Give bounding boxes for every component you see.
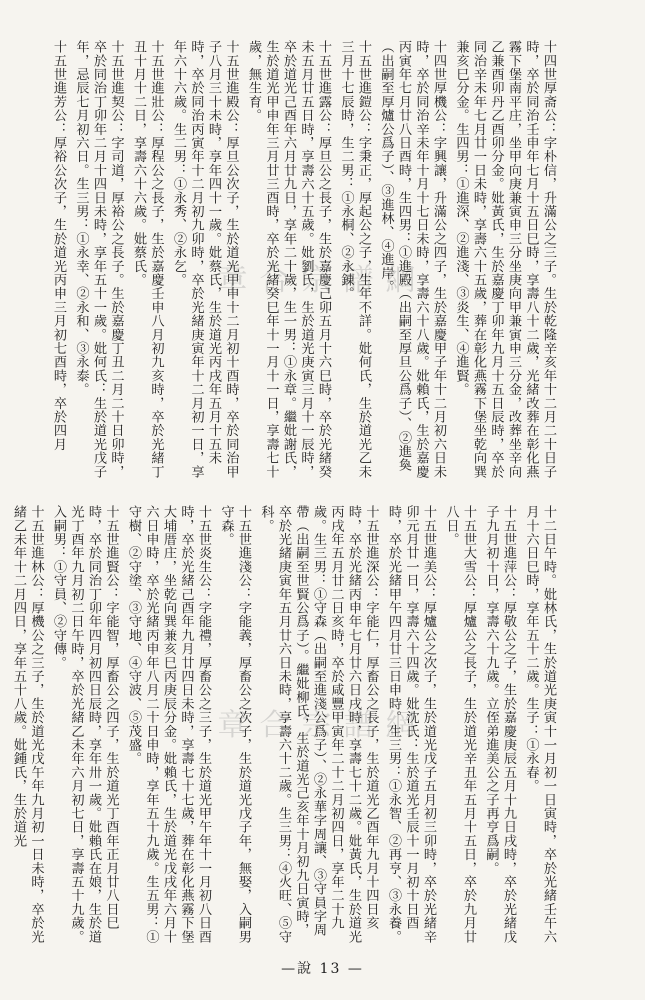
genealogy-entry: 十二日午時。妣林氏，生於道光庚寅十一月初一日寅時，卒於光緒壬午六月十六日巳時，享年五十二歲。生子：①永春。 xyxy=(523,505,556,944)
bottom-text-block xyxy=(11,505,557,945)
top-text-block xyxy=(47,40,557,480)
page-number: —說 13 — xyxy=(281,961,364,977)
genealogy-entry: 十五世進鎧公：字秉正，厚起公之子，生年不詳。妣何氏，生於道光乙未三月十七辰時，生二男：①永桐、②永錬。 xyxy=(338,40,371,479)
genealogy-entry: 十五世進萍公：厚敬公之子，生於嘉慶庚辰五月十九日戌時，卒於光緒戊子九月初十日，享壽六十九歲。立侄弟進美公之子再亨爲嗣。 xyxy=(483,505,516,944)
genealogy-entry: 十五世進殿公：厚旦公次子，生於道光甲申十二月初十酉時，卒於同治甲子八月三十未時，享年四十一歲。妣蔡氏，生於道光丙戌年五月十五未時，卒於同治丙寅年十二月初九卯時，卒於光緒庚寅年十二月初一日，享年六十六歲。生二男：①永秀、②永乞。 xyxy=(171,40,239,479)
genealogy-entry: 十五世進露公：厚旦公之長子，生於嘉慶己卯五月十六巳時，卒於光緒癸未五月廿五日時，享壽六十五歲。妣劉氏，生於道光庚寅三月十一辰時，卒於道光己酉年六月廿九日，享年二十歲，生一男：①永章。繼妣謝氏，生於道光甲申年三月廿三酉時，卒於光緒癸巳年十一月十一日，享壽七十歲，無生育。 xyxy=(246,40,331,479)
watermark-top: 章合宗譜網 xyxy=(217,263,428,298)
genealogy-entry: 十五世進芳公：厚裕公次子，生於道光丙申三月初七酉時，卒於四月 xyxy=(51,40,66,451)
genealogy-entry: 十五世進壯公：厚程公之長子，生於嘉慶壬申八月初九亥時，卒於光緒丁丑十月十二日，享壽六十六歲。妣蔡氏。 xyxy=(131,40,164,479)
genealogy-entry: 十五世進契公：字司道，厚裕公之長子。生於嘉慶丁丑二月二十日卯時，卒於同治丁卯年二月十四日未時，享年五十一歲。妣何氏：生於道光戊子年，忌辰七月初六日。生三男：①永幸、②永和、③永泰。 xyxy=(73,40,124,479)
genealogy-entry: 十五世炎生公：字能禮，厚畜公之三子，生於道光甲午年十一月初八日酉時，卒於光緒己酉年九月廿四日未時，享壽七十七歲，葬在彰化燕霧下堡大埔厝庄，坐乾向巽兼亥巳丙庚辰分金。妣賴氏，生於道光戊戌年六月十六日申時，卒於光緒丙申年八月二十日申時，享年五十九歲。生五男：①守樹、②守塗、③守地、④守波、⑤茂盛。 xyxy=(126,505,211,944)
genealogy-entry: 十四世厚斋公：字朴信，升滿公之三子。生於乾隆辛亥年十二月二十日子時，卒於同治壬申年七月十五日巳時，享壽八十二歲，光緒改葬在彰化燕霧下堡南平庄，坐甲向庚兼寅申三分坐庚向甲兼寅申三分金，改葬坐辛向乙兼酉卯丹乙酉卯分金。妣黃氏，生於嘉慶丁卯年九月十五日辰時，卒於同治辛未年七月廿一日未時，享壽六十五歲，葬在彰化燕霧下堡坐乾向巽兼亥巳分金。生四男：①進深、②進淺、③炎生、④進賢。 xyxy=(453,40,556,479)
watermark-bottom: 章合宗譜網 xyxy=(217,708,428,743)
genealogy-entry: 十五世進美公：厚爐公之次子，生於道光戊子五月初三卯時，卒於光緒辛卯元月廿一日，享壽六十四歲。妣沈氏：生於道光壬辰十一月初十日酉時，卒於光緒甲午四月廿三日申時。生三男：①永智、②再亨、③永養。 xyxy=(386,505,436,944)
genealogy-entry: 十五世進淺公：字能義，厚畜公之次子，生於道光戊子年，無娶，入嗣男守森。 xyxy=(218,505,251,944)
genealogy-entry: 十五世進深公：字能仁，厚畜公之長子，生於道光乙酉年九月十四日亥時，卒於光緒丙申年七月廿六日戌時，享壽七十二歲。妣黃氏，生於道光丙戌年五月廿二日亥時，卒於咸豐甲寅年二十二月初四日，享年二十九歲。生三男：①守森（出嗣至進淺公爲子）、②永華字周讓、③守員字周帶（出嗣至世賢公爲子）。繼妣柳氏，生於道光己亥年十月初九日寅時，卒於光緒庚寅年五月廿六日未時，享壽六十二歲。生三男：④火旺、⑤守科。 xyxy=(258,505,379,944)
genealogy-entry: 十五世大雪公：厚爐公之長子，生於道光辛丑年五月十五日，卒於九月廿八日。 xyxy=(443,505,476,944)
genealogy-entry: 十五世進賢公：字能智，厚畜公之四子，生於道光丁酉年正月廿八日巳時，卒於同治丁卯年四月初四日辰時，享年卅一歲。妣賴氏在娘，生於道光丁酉年九月初二日午時，卒於光緒乙未年六月初七日，享壽五十九歲。入嗣男：①守員、②守傳。 xyxy=(51,505,119,944)
genealogy-entry: 十四世厚機公：字興讓，升滿公之四子，生於嘉慶甲子年十二月初六日未時，卒於同治辛未年十月十七日未時，享壽六十八歲。妣賴氏，生於嘉慶丙寅年七月廿八日酉時，生四男：①進殿（出嗣至厚旦公爲子）、②進奐（出嗣至厚爐公爲子）、③進林、④進岸。 xyxy=(378,40,446,479)
genealogy-entry: 十五世進林公：厚機公之三子，生於道光戊午年九月初一日未時，卒於光緒乙未年十二月四日，享年五十八歲。妣鍾氏，生於道光 xyxy=(11,505,44,944)
